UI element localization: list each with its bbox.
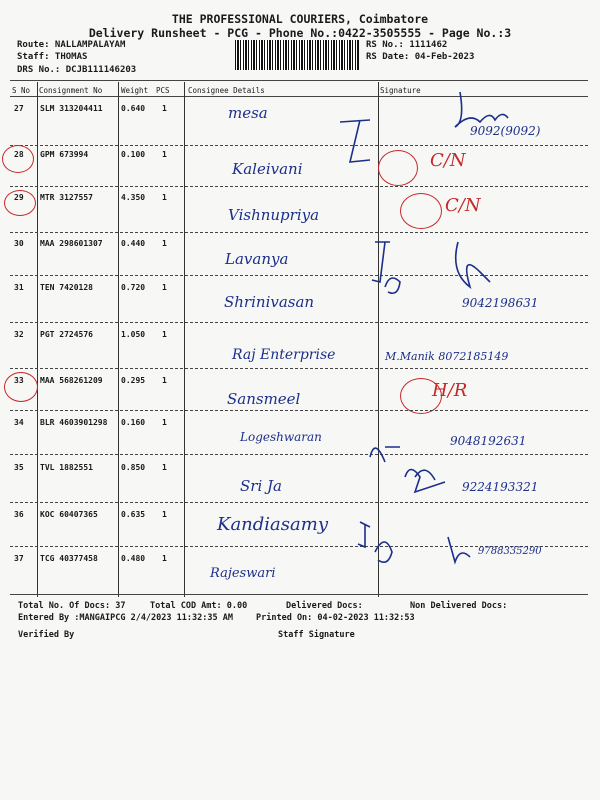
row-consignee: Vishnupriya [228, 206, 320, 224]
row-consignment: MTR 3127557 [40, 193, 93, 202]
row-sno: 27 [14, 104, 24, 113]
row-pcs: 1 [162, 239, 167, 248]
row-pcs: 1 [162, 104, 167, 113]
row-consignee: mesa [228, 104, 268, 122]
row-weight: 0.635 [121, 510, 146, 519]
row-consignment: KOC 60407365 [40, 510, 98, 519]
row-weight: 0.480 [121, 554, 146, 563]
row-signature: 9224193321 [462, 480, 539, 494]
signature-stroke [358, 522, 370, 547]
table-top-border [10, 80, 588, 81]
row-consignment: BLR 4603901298 [40, 418, 108, 427]
row-sno: 37 [14, 554, 24, 563]
row-sno: 34 [14, 418, 24, 427]
row-consignee: Kandiasamy [217, 514, 328, 535]
row-consignment: PGT 2724576 [40, 330, 93, 339]
signature-stroke [385, 278, 400, 293]
row-signature: H/R [432, 380, 468, 401]
row-consignee: Sri Ja [240, 477, 282, 495]
runsheet-subtitle: Delivery Runsheet - PCG - Phone No.:0422-3505555 - Page No.:3 [88, 26, 512, 40]
row-signature: C/N [430, 150, 466, 171]
rs-date: RS Date: 04-Feb-2023 [366, 52, 475, 62]
row-sno: 36 [14, 510, 24, 519]
row-consignee: Kaleivani [232, 160, 303, 178]
row-consignee: Sansmeel [227, 390, 301, 408]
rs-number: RS No.: 1111462 [366, 40, 448, 50]
row-weight: 0.720 [121, 283, 146, 292]
signature-stroke [448, 537, 470, 562]
column-divider [184, 82, 185, 597]
col-header-pcs: PCS [156, 86, 170, 95]
row-consignee: Lavanya [225, 250, 289, 268]
row-sno: 32 [14, 330, 24, 339]
row-consignee: Raj Enterprise [232, 347, 336, 363]
verified-by-label: Verified By [18, 630, 75, 640]
row-pcs: 1 [162, 554, 167, 563]
row-signature: C/N [445, 195, 481, 216]
staff-signature-label: Staff Signature [278, 630, 355, 640]
handwritten-signatures [330, 82, 590, 597]
row-weight: 0.440 [121, 239, 146, 248]
row-weight: 0.295 [121, 376, 146, 385]
row-sno: 29 [14, 193, 24, 202]
col-header-consignment: Consignment No [39, 86, 103, 95]
row-weight: 0.100 [121, 150, 146, 159]
col-header-weight: Weight [121, 86, 149, 95]
signature-stroke [455, 92, 508, 127]
row-pcs: 1 [162, 510, 167, 519]
row-consignment: GPM 673994 [40, 150, 89, 159]
row-sno: 30 [14, 239, 24, 248]
signature-stroke [370, 447, 400, 462]
red-circle-mark [4, 372, 38, 402]
row-signature: 9048192631 [450, 434, 527, 448]
signature-stroke [340, 120, 370, 162]
delivered-docs: Delivered Docs: [286, 601, 363, 611]
row-consignment: TVL 1882551 [40, 463, 93, 472]
row-pcs: 1 [162, 283, 167, 292]
drs-number: DRS No.: DCJB111146203 [17, 65, 137, 75]
row-sno: 31 [14, 283, 24, 292]
row-pcs: 1 [162, 418, 167, 427]
signature-stroke [375, 542, 392, 562]
row-pcs: 1 [162, 150, 167, 159]
col-header-consignee: Consignee Details [188, 86, 265, 95]
total-cod-amount: Total COD Amt: 0.00 [150, 601, 248, 611]
col-header-sno: S No [12, 86, 31, 95]
signature-stroke [372, 242, 390, 282]
row-weight: 0.640 [121, 104, 146, 113]
row-signature: 9788335290 [478, 546, 542, 557]
row-consignment: MAA 298601307 [40, 239, 103, 248]
printed-on: Printed On: 04-02-2023 11:32:53 [256, 613, 415, 623]
row-sno: 28 [14, 150, 24, 159]
row-pcs: 1 [162, 193, 167, 202]
row-weight: 0.850 [121, 463, 146, 472]
signature-stroke [405, 470, 445, 493]
row-consignee: Logeshwaran [240, 430, 322, 444]
signature-stroke [456, 242, 490, 287]
row-signature: 9092(9092) [470, 124, 541, 138]
barcode-image [235, 40, 359, 70]
entered-by: Entered By :MANGAIPCG 2/4/2023 11:32:35 AM [18, 613, 233, 623]
row-pcs: 1 [162, 463, 167, 472]
route-label: Route: NALLAMPALAYAM [17, 40, 126, 50]
red-circle-mark [4, 190, 36, 216]
row-sno: 35 [14, 463, 24, 472]
row-weight: 1.050 [121, 330, 146, 339]
row-consignment: TCG 40377458 [40, 554, 98, 563]
red-circle-mark [2, 145, 34, 173]
row-signature: M.Manik 8072185149 [385, 350, 509, 363]
row-sno: 33 [14, 376, 24, 385]
row-consignee: Shrinivasan [224, 293, 315, 311]
column-divider [37, 82, 38, 597]
row-weight: 4.350 [121, 193, 146, 202]
staff-label: Staff: THOMAS [17, 52, 88, 62]
row-consignment: TEN 7420128 [40, 283, 93, 292]
row-consignment: MAA 568261209 [40, 376, 103, 385]
row-weight: 0.160 [121, 418, 146, 427]
column-divider [118, 82, 119, 597]
total-docs: Total No. Of Docs: 37 [18, 601, 126, 611]
non-delivered-docs: Non Delivered Docs: [410, 601, 508, 611]
company-title: THE PROFESSIONAL COURIERS, Coimbatore [171, 12, 429, 26]
row-pcs: 1 [162, 330, 167, 339]
col-header-signature: Signature [380, 86, 421, 95]
row-consignment: SLM 313204411 [40, 104, 103, 113]
row-pcs: 1 [162, 376, 167, 385]
row-signature: 9042198631 [462, 296, 539, 310]
row-consignee: Rajeswari [210, 566, 276, 581]
